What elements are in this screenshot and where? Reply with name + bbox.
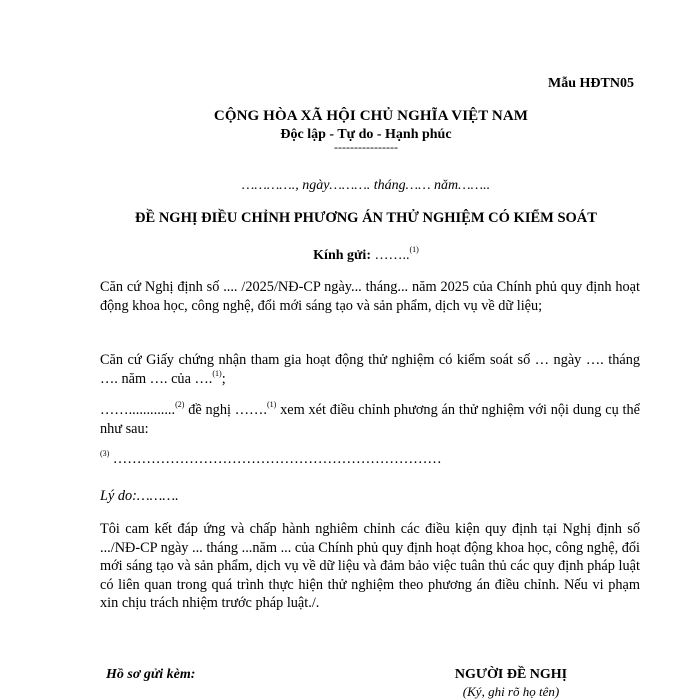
reason-line: Lý do:………. (100, 488, 179, 504)
form-code: Mẫu HĐTN05 (548, 76, 634, 91)
document-title: ĐỀ NGHỊ ĐIỀU CHỈNH PHƯƠNG ÁN THỬ NGHIỆM CÓ KIỂM SOÁT (135, 210, 597, 226)
certificate-text: Căn cứ Giấy chứng nhận tham gia hoạt động thử nghiệm có kiểm soát số … ngày …. tháng …. năm …. của …. (100, 352, 640, 387)
certificate-end: ; (221, 370, 226, 387)
requester-footnote-ref: (2) (175, 400, 185, 409)
recipient-line (0, 245, 700, 264)
date-line: …………., ngày………. tháng…… năm…….. (241, 178, 491, 193)
adjustment-content (100, 450, 640, 469)
authority-footnote-ref: (1) (266, 400, 277, 409)
request-to: đề nghị ……. (184, 402, 267, 418)
content-footnote-ref: (3) (100, 449, 110, 458)
signer-title: NGƯỜI ĐỀ NGHỊ (454, 667, 568, 682)
request-statement (100, 401, 640, 438)
content-placeholder: …………………………………………………………… (109, 451, 442, 467)
recipient-label: Kính gửi: (313, 248, 371, 263)
commitment-paragraph: Tôi cam kết đáp ứng và chấp hành nghiêm chỉnh các điều kiện quy định tại Nghị định số .../NĐ-CP ngày ... tháng ...năm ... của Chính phủ quy định hoạt động khoa học, công nghệ, đổi mới sáng tạo và sản phẩm, dịch vụ về dữ liệu và đảm bảo việc tuân thủ các quy định pháp luật có liên quan trong quá trình thực hiện thử nghiệm theo phương án điều chỉnh. Nếu vi phạm xin chịu trách nhiệm trước pháp luật./. (100, 521, 640, 611)
motto-underline: ---------------- (334, 140, 398, 154)
legal-basis-decree: Căn cứ Nghị định số .... /2025/NĐ-CP ngày... tháng... năm 2025 của Chính phủ quy định hoạt động khoa học, công nghệ, đổi mới sáng tạo và sản phẩm, dịch vụ về dữ liệu; (100, 279, 640, 314)
national-motto: Độc lập - Tự do - Hạnh phúc (280, 127, 452, 142)
request-text: xem xét điều chỉnh phương án thử nghiệm với nội dung cụ thể như sau: (100, 402, 641, 437)
requester-placeholder: ……............. (100, 402, 176, 418)
national-title: CỘNG HÒA XÃ HỘI CHỦ NGHĨA VIỆT NAM (213, 108, 529, 124)
attachments-label: Hồ sơ gửi kèm: (106, 667, 196, 682)
certificate-footnote-ref: (1) (212, 368, 222, 378)
signer-note: (Ký, ghi rõ họ tên) (462, 684, 560, 699)
recipient-footnote-ref: (1) (409, 245, 419, 254)
legal-basis-certificate (100, 351, 640, 388)
recipient-value: …….. (374, 248, 410, 263)
